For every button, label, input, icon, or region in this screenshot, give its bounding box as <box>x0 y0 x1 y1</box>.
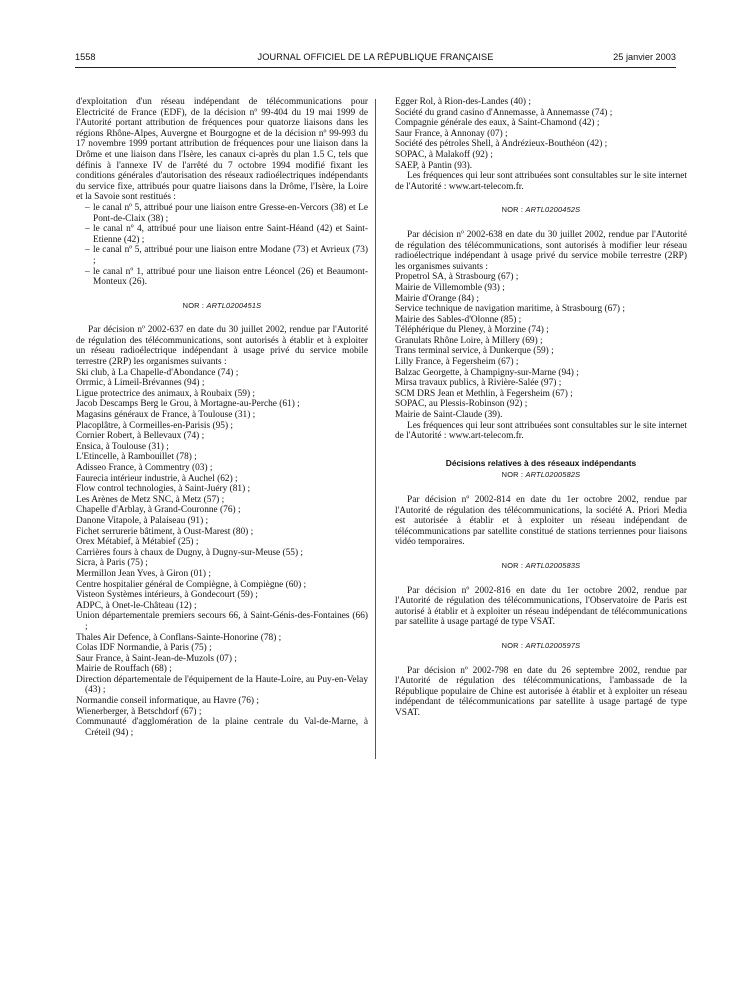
decision-paragraph: Par décision nº 2002-798 en date du 26 septembre 2002, rendue par l'Autorité de régulation des télécommunications, l'ambassade de la République populaire de Chine est autorisée à établir et à exploiter un réseau indépendant de télécommunications par satellite à usage partagé de type VSAT. <box>395 665 687 718</box>
list-item: Placoplâtre, à Cormeilles-en-Parisis (95) ; <box>76 420 233 431</box>
column-divider <box>375 99 376 759</box>
list-item: Union départementale premiers secours 66, à Saint-Génis-des-Fontaines (66) ; <box>76 611 368 632</box>
list-item: Sicra, à Paris (75) ; <box>76 558 148 569</box>
list-item: Fichet serrurerie bâtiment, à Oust-Marest (80) ; <box>76 526 254 537</box>
list-item: Faurecia intérieur industrie, à Auchel (62) ; <box>76 473 238 484</box>
nor-reference: NOR : ARTL0200583S <box>501 560 581 570</box>
list-item: Mairie des Sables-d'Olonne (85) ; <box>395 314 522 325</box>
list-item: Danone Vitapole, à Palaiseau (91) ; <box>76 515 209 526</box>
list-item: Adisseo France, à Commentry (03) ; <box>76 463 213 473</box>
list-item: Colas IDF Normandie, à Paris (75) ; <box>76 643 212 654</box>
list-item: Orex Métabief, à Métabief (25) ; <box>76 537 199 548</box>
list-item: Ligue protectrice des animaux, à Roubaix (59) ; <box>76 388 256 399</box>
list-item: Balzac Georgette, à Champigny-sur-Marne (94) ; <box>395 367 579 378</box>
list-item: Orrmic, à Limeil-Brévannes (94) ; <box>76 378 205 389</box>
channel-item: – le canal nº 5, attribué pour une liaison entre Modane (73) et Avrieux (73) ; <box>85 245 368 266</box>
frequency-note: Les fréquences qui leur sont attribuées sont consultables sur le site internet de l'Autorité : www.art-telecom.fr. <box>395 171 687 192</box>
channel-item: – le canal nº 1, attribué pour une liaison entre Léoncel (26) et Beaumont-Monteux (26). <box>85 266 368 288</box>
channel-item: – le canal nº 5, attribué pour une liaison entre Gresse-en-Vercors (38) et Le Pont-de-Claix (38) ; <box>85 202 368 224</box>
list-item: Communauté d'agglomération de la plaine centrale du Val-de-Marne, à Créteil (94) ; <box>76 717 368 738</box>
decision-paragraph: Par décision nº 2002-638 en date du 30 juillet 2002, rendue par l'Autorité de régulation des télécommunications, sont autorisés à modifier leur réseau radioélectrique indépendant à usage privé du service mobile terrestre (2RP) les organismes suivants : <box>395 229 687 272</box>
list-item: Egger Rol, à Rion-des-Landes (40) ; <box>395 97 531 107</box>
list-item: Compagnie générale des eaux, à Saint-Chamond (42) ; <box>395 118 600 129</box>
list-item: Jacob Descamps Berg le Grou, à Mortagne-au-Perche (61) ; <box>76 399 300 410</box>
decision-paragraph: Par décision nº 2002-814 en date du 1er octobre 2002, rendue par l'Autorité de régulation des télécommunications, la société A. Priori Media est autorisée à établir et à exploiter un réseau indépendant de télécommunications par satellite constitué de stations terriennes pour liaisons vidéo temporaires. <box>395 495 687 548</box>
list-item: Chapelle d'Arblay, à Grand-Couronne (76) ; <box>76 505 241 516</box>
list-item: L'Etincelle, à Rambouillet (78) ; <box>76 452 197 463</box>
list-item: Saur France, à Annonay (07) ; <box>395 128 508 139</box>
list-item: Ski club, à La Chapelle-d'Abondance (74) ; <box>76 367 239 378</box>
list-item: Mairie de Rouffach (68) ; <box>76 664 172 675</box>
list-item: Lilly France, à Fegersheim (67) ; <box>395 357 519 368</box>
list-item: Magasins généraux de France, à Toulouse (31) ; <box>76 410 256 421</box>
nor-reference: NOR : ARTL0200451S <box>182 300 262 310</box>
list-item: SCM DRS Jean et Methlin, à Fegersheim (67) ; <box>395 388 573 399</box>
left-column <box>76 97 368 738</box>
list-item: SAEP, à Pantin (93). <box>395 160 473 171</box>
decision-paragraph: Par décision nº 2002-637 en date du 30 juillet 2002, rendue par l'Autorité de régulation des télécommunications, sont autorisés à établir et à exploiter un réseau radioélectrique indépendant à usage privé du service mobile terrestre (2RP) les organismes suivants : <box>76 325 368 368</box>
list-item: Mairie de Villemomble (93) ; <box>395 282 505 293</box>
journal-title: JOURNAL OFFICIEL DE LA RÉPUBLIQUE FRANÇAISE <box>257 52 494 62</box>
header-rule <box>75 67 676 68</box>
list-item: Trans terminal service, à Dunkerque (59) ; <box>395 346 554 357</box>
list-item: Mairie d'Orange (84) ; <box>395 293 479 304</box>
organism-list <box>76 368 368 739</box>
nor-reference: NOR : ARTL0200452S <box>501 205 581 215</box>
frequency-note: Les fréquences qui leur sont attribuées sont consultables sur le site internet de l'Autorité : www.art-telecom.fr. <box>395 420 687 442</box>
organism-list <box>395 272 687 420</box>
list-item: Mirsa travaux publics, à Rivière-Salée (97) ; <box>395 378 562 389</box>
list-item: Service technique de navigation maritime, à Strasbourg (67) ; <box>395 304 625 315</box>
list-item: Normandie conseil informatique, au Havre (76) ; <box>76 696 259 707</box>
list-item: Thales Air Defence, à Conflans-Sainte-Honorine (78) ; <box>76 632 282 643</box>
right-column <box>395 97 687 719</box>
list-item: Société du grand casino d'Annemasse, à Annemasse (74) ; <box>395 107 613 118</box>
list-item: Mermillon Jean Yves, à Giron (01) ; <box>76 568 211 579</box>
nor-reference: NOR : ARTL0200597S <box>501 640 581 650</box>
issue-date: 25 janvier 2003 <box>613 52 676 62</box>
page-header <box>75 52 676 66</box>
list-item: Centre hospitalier général de Compiègne, à Compiègne (60) ; <box>76 579 307 590</box>
list-item: Propetrol SA, à Strasbourg (67) ; <box>395 272 519 283</box>
list-item: SOPAC, à Malakoff (92) ; <box>395 149 493 160</box>
list-item: Téléphérique du Pleney, à Morzine (74) ; <box>395 325 549 336</box>
channel-list <box>76 203 368 288</box>
list-item: Saur France, à Saint-Jean-de-Muzols (07) ; <box>76 653 237 664</box>
list-item: Wienerberger, à Betschdorf (67) ; <box>76 706 202 717</box>
list-item: Ensica, à Toulouse (31) ; <box>76 441 169 452</box>
organism-list-continued <box>395 97 687 171</box>
list-item: Carrières fours à chaux de Dugny, à Dugny-sur-Meuse (55) ; <box>76 547 304 558</box>
list-item: Direction départementale de l'équipement de la Haute-Loire, au Puy-en-Velay (43) ; <box>76 674 368 696</box>
list-item: Mairie de Saint-Claude (39). <box>395 410 503 421</box>
list-item: Visteon Systèmes intérieurs, à Gondecourt (59) ; <box>76 590 258 601</box>
channel-item: – le canal nº 4, attribué pour une liaison entre Saint-Héand (42) et Saint-Etienne (42) ; <box>85 224 368 245</box>
intro-paragraph: d'exploitation d'un réseau indépendant de télécommunications pour Electricité de France (EDF), de la décision nº 99-404 du 19 mai 1999 de l'Autorité portant attribution de fréquences pour quatorze liaisons dans les régions Rhône-Alpes, Auvergne et Bourgogne et de la décision nº 99-993 du 17 novembre 1999 portant attribution de fréquences pour une liaison dans la Drôme et une liaison dans l'Isère, les canaux ci-après du plan 1.5 C, tels que définis à l'annexe IV de l'arrêté du 7 octobre 1994 modifié fixant les conditions générales d'autorisation des réseaux radioélectriques indépendants du service fixe, attribués pour quatre liaisons dans la Drôme, l'Isère, la Loire et la Savoie sont restitués : <box>76 97 368 203</box>
section-title: Décisions relatives à des réseaux indépendants <box>445 457 637 468</box>
list-item: Granulats Rhône Loire, à Millery (69) ; <box>395 335 543 346</box>
page-number: 1558 <box>75 52 96 62</box>
list-item: SOPAC, au Plessis-Robinson (92) ; <box>395 399 528 410</box>
list-item: ADPC, à Onet-le-Château (12) ; <box>76 600 197 611</box>
list-item: Société des pétroles Shell, à Andrézieux-Bouthéon (42) ; <box>395 139 608 150</box>
list-item: Flow control technologies, à Saint-Juéry (81) ; <box>76 484 251 495</box>
list-item: Les Arènes de Metz SNC, à Metz (57) ; <box>76 494 225 505</box>
list-item: Cornier Robert, à Bellevaux (74) ; <box>76 431 205 442</box>
nor-reference: NOR : ARTL0200582S <box>501 470 581 480</box>
decision-paragraph: Par décision nº 2002-816 en date du 1er octobre 2002, rendue par l'Autorité de régulation des télécommunications, l'Observatoire de Paris est autorisé à établir et à exploiter un réseau indépendant de télécommunications par satellite à usage partagé de type VSAT. <box>395 585 687 628</box>
